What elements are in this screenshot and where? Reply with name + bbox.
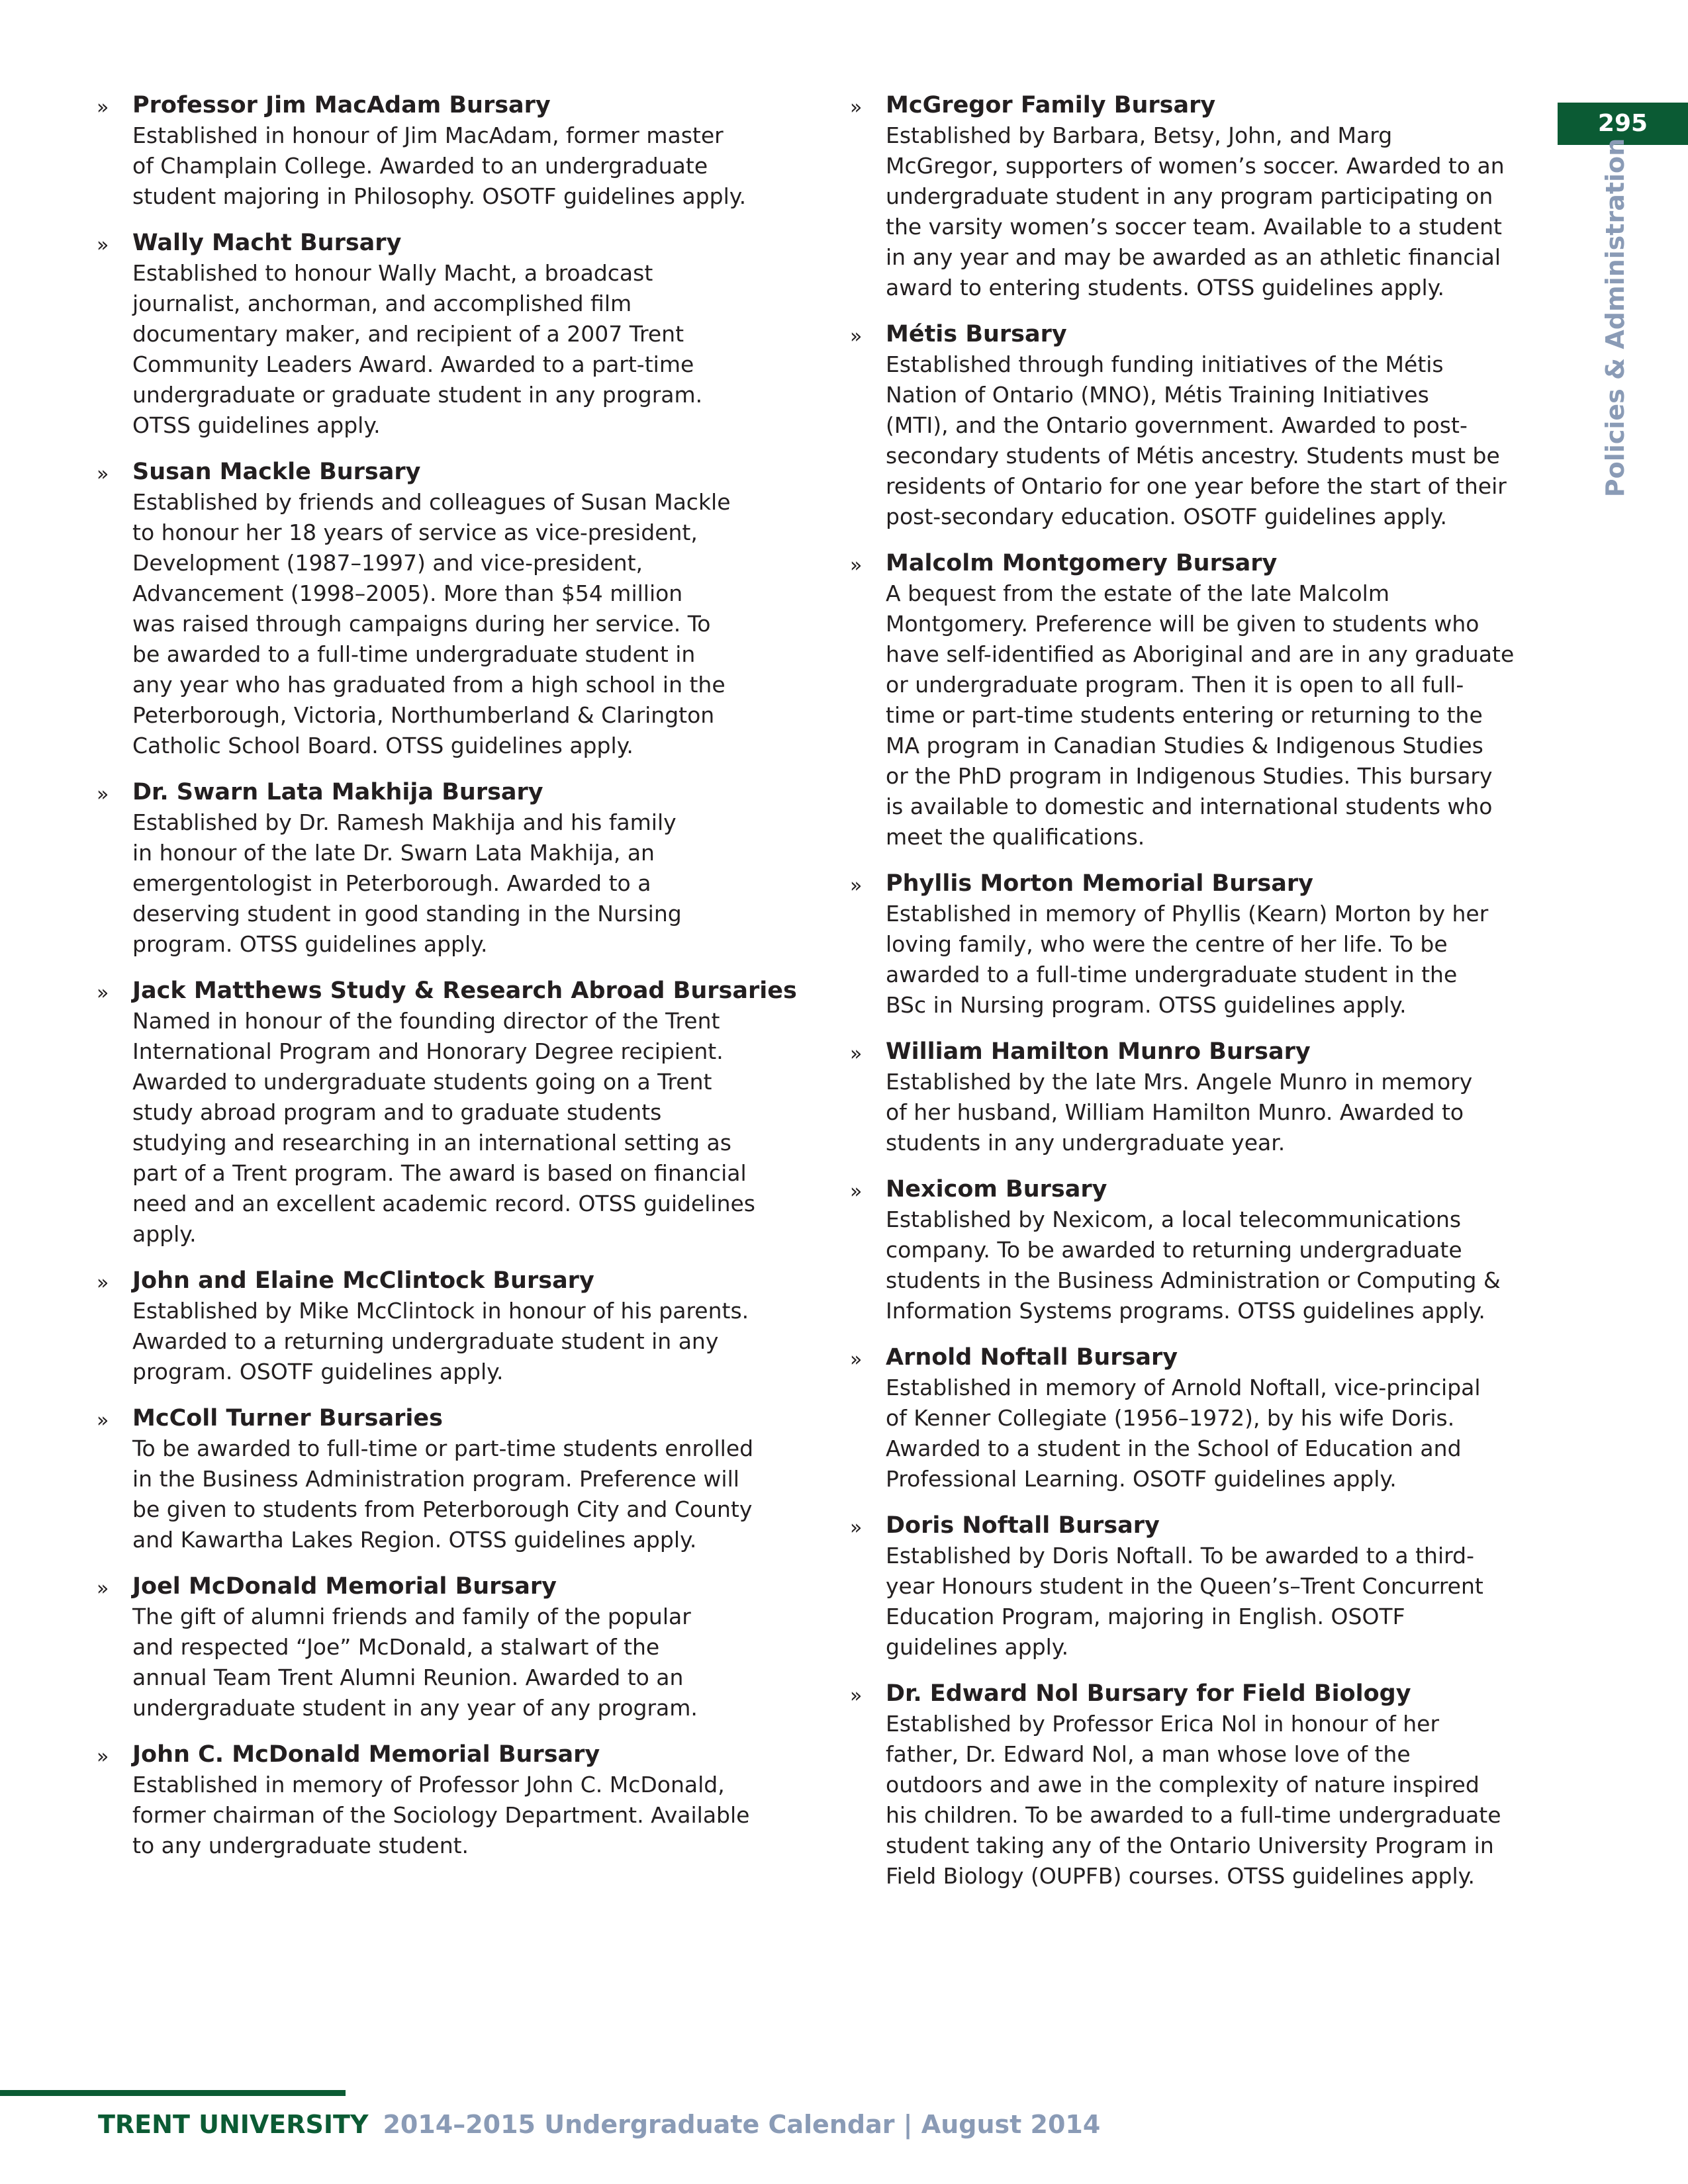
bullet-icon: »: [97, 1577, 109, 1600]
bullet-icon: »: [850, 1348, 863, 1371]
bursary-entry: [846, 1036, 1568, 1158]
bursary-description-line: secondary students of Métis ancestry. Students must be: [886, 443, 1500, 469]
bursary-description-line: Established by Mike McClintock in honour of his parents.: [132, 1298, 749, 1324]
bursary-description-line: MA program in Canadian Studies & Indigenous Studies: [886, 733, 1483, 758]
bursary-description-line: Awarded to a student in the School of Education and: [886, 1435, 1462, 1461]
bullet-icon: »: [850, 1516, 863, 1539]
bullet-icon: »: [97, 234, 109, 257]
bursary-description-line: Established in honour of Jim MacAdam, former master: [132, 122, 724, 148]
bursary-description-line: Established in memory of Phyllis (Kearn) Morton by her: [886, 901, 1489, 927]
bursary-description-line: Established by Nexicom, a local telecommunications: [886, 1206, 1462, 1232]
bullet-icon: »: [97, 1409, 109, 1432]
bursary-description-line: be given to students from Peterborough City and County: [132, 1496, 753, 1522]
bursary-description-line: of her husband, William Hamilton Munro. Awarded to: [886, 1099, 1464, 1125]
bursary-description-line: father, Dr. Edward Nol, a man whose love of the: [886, 1741, 1411, 1767]
bursary-entry: [93, 1739, 808, 1861]
bursary-description-line: annual Team Trent Alumni Reunion. Awarded to an: [132, 1664, 684, 1690]
bursary-description-line: post-secondary education. OSOTF guidelines apply.: [886, 504, 1448, 529]
bullet-icon: »: [97, 1271, 109, 1295]
bursary-title: Nexicom Bursary: [886, 1176, 1107, 1203]
footer: [98, 2110, 1100, 2139]
bursary-description-line: OTSS guidelines apply.: [132, 412, 381, 438]
bullet-icon: »: [97, 1745, 109, 1768]
bullet-icon: »: [850, 1042, 863, 1066]
bursary-entry: [93, 777, 808, 960]
bullet-icon: »: [850, 554, 863, 577]
footer-calendar: 2014–2015 Undergraduate Calendar | August 2014: [383, 2110, 1101, 2139]
bursary-title: McGregor Family Bursary: [886, 92, 1216, 118]
bursary-description-line: of Kenner Collegiate (1956–1972), by his wife Doris.: [886, 1405, 1455, 1431]
bursary-description-line: Catholic School Board. OTSS guidelines apply.: [132, 733, 633, 758]
bullet-icon: »: [97, 96, 109, 119]
bursary-description-line: residents of Ontario for one year before the start of their: [886, 473, 1507, 499]
bursary-entry: [846, 1678, 1568, 1891]
bursary-description-line: meet the qualifications.: [886, 824, 1145, 850]
bursary-entry: [846, 1174, 1568, 1326]
bullet-icon: »: [850, 1180, 863, 1203]
bursary-entry: [846, 90, 1568, 303]
bursary-description-line: students in the Business Administration or Computing &: [886, 1267, 1501, 1293]
bursary-description-line: A bequest from the estate of the late Malcolm: [886, 580, 1389, 606]
bursary-entry: [93, 1265, 808, 1387]
bursary-description-line: deserving student in good standing in the Nursing: [132, 901, 682, 927]
bursary-description-line: Professional Learning. OSOTF guidelines apply.: [886, 1466, 1397, 1492]
bursary-description-line: of Champlain College. Awarded to an undergraduate: [132, 153, 708, 179]
bursary-description-line: documentary maker, and recipient of a 2007 Trent: [132, 321, 684, 347]
bursary-description-line: Established by Barbara, Betsy, John, and Marg: [886, 122, 1393, 148]
bursary-description-line: Development (1987–1997) and vice-president,: [132, 550, 643, 576]
bursary-description-line: is available to domestic and international students who: [886, 794, 1493, 819]
bursary-description-line: Montgomery. Preference will be given to students who: [886, 611, 1479, 637]
bursary-description-line: Established by Professor Erica Nol in honour of her: [886, 1711, 1440, 1737]
bullet-icon: »: [850, 325, 863, 348]
bursary-entry: [846, 1510, 1568, 1662]
bursary-description-line: company. To be awarded to returning undergraduate: [886, 1237, 1462, 1263]
bursary-entry: [93, 1571, 808, 1723]
bursary-description-line: Advancement (1998–2005). More than $54 million: [132, 580, 683, 606]
bursary-description-line: Established in memory of Professor John C. McDonald,: [132, 1772, 725, 1797]
bursary-description-line: need and an excellent academic record. OTSS guidelines: [132, 1191, 755, 1216]
bursary-description-line: emergentologist in Peterborough. Awarded to a: [132, 870, 651, 896]
bursary-description-line: Information Systems programs. OTSS guidelines apply.: [886, 1298, 1485, 1324]
bursary-entry: [93, 457, 808, 761]
bursary-description-line: program. OSOTF guidelines apply.: [132, 1359, 504, 1385]
bursary-title: Joel McDonald Memorial Bursary: [132, 1573, 557, 1600]
bursary-description-line: to honour her 18 years of service as vice-president,: [132, 520, 698, 545]
section-tab: Policies & Administration: [1601, 138, 1630, 498]
bursary-description-line: Peterborough, Victoria, Northumberland & Clarington: [132, 702, 715, 728]
bursary-title: Susan Mackle Bursary: [132, 459, 421, 485]
bullet-icon: »: [97, 981, 109, 1005]
bursary-entry: [93, 90, 808, 212]
bursary-entry: [846, 868, 1568, 1021]
bullet-icon: »: [850, 1684, 863, 1707]
bursary-description-line: Community Leaders Award. Awarded to a part-time: [132, 351, 694, 377]
bursary-description-line: (MTI), and the Ontario government. Awarded to post-: [886, 412, 1468, 438]
bursary-title: Wally Macht Bursary: [132, 230, 402, 256]
bursary-description-line: undergraduate student in any program participating on: [886, 183, 1493, 209]
bursary-title: William Hamilton Munro Bursary: [886, 1038, 1311, 1065]
bursary-description-line: Established in memory of Arnold Noftall, vice-principal: [886, 1375, 1481, 1400]
bursary-description-line: be awarded to a full-time undergraduate student in: [132, 641, 696, 667]
bursary-description-line: and respected “Joe” McDonald, a stalwart of the: [132, 1634, 660, 1660]
bursary-description-line: study abroad program and to graduate students: [132, 1099, 662, 1125]
bursary-description-line: any year who has graduated from a high school in the: [132, 672, 726, 698]
bursary-title: Dr. Swarn Lata Makhija Bursary: [132, 779, 543, 805]
bursary-description-line: undergraduate student in any year of any program.: [132, 1695, 698, 1721]
bursary-description-line: Established by Doris Noftall. To be awarded to a third-: [886, 1543, 1474, 1569]
right-column: [846, 90, 1568, 1907]
bursary-entry: [846, 319, 1568, 532]
bursary-description-line: or undergraduate program. Then it is open to all full-: [886, 672, 1464, 698]
bursary-description-line: the varsity women’s soccer team. Available to a student: [886, 214, 1502, 240]
bursary-description-line: undergraduate or graduate student in any program.: [132, 382, 703, 408]
bursary-description-line: was raised through campaigns during her service. To: [132, 611, 711, 637]
bursary-title: Dr. Edward Nol Bursary for Field Biology: [886, 1680, 1411, 1707]
bursary-description-line: apply.: [132, 1221, 197, 1247]
bursary-description-line: to any undergraduate student.: [132, 1833, 469, 1858]
bursary-title: Phyllis Morton Memorial Bursary: [886, 870, 1313, 897]
page-number: 295: [1558, 103, 1688, 145]
bursary-description-line: his children. To be awarded to a full-time undergraduate: [886, 1802, 1501, 1828]
bursary-description-line: Named in honour of the founding director of the Trent: [132, 1008, 720, 1034]
bursary-description-line: Awarded to a returning undergraduate student in any: [132, 1328, 719, 1354]
bursary-description-line: studying and researching in an international setting as: [132, 1130, 731, 1156]
bursary-description-line: loving family, who were the centre of her life. To be: [886, 931, 1448, 957]
bursary-description-line: in honour of the late Dr. Swarn Lata Makhija, an: [132, 840, 655, 866]
bursary-description-line: have self-identified as Aboriginal and are in any graduate: [886, 641, 1515, 667]
bursary-title: Professor Jim MacAdam Bursary: [132, 92, 551, 118]
bursary-title: Malcolm Montgomery Bursary: [886, 550, 1278, 576]
bursary-description-line: former chairman of the Sociology Department. Available: [132, 1802, 750, 1828]
bursary-title: McColl Turner Bursaries: [132, 1405, 443, 1432]
bursary-description-line: student taking any of the Ontario University Program in: [886, 1833, 1494, 1858]
bursary-description-line: year Honours student in the Queen’s–Trent Concurrent: [886, 1573, 1483, 1599]
bursary-description-line: time or part-time students entering or returning to the: [886, 702, 1483, 728]
bursary-description-line: student majoring in Philosophy. OSOTF guidelines apply.: [132, 183, 747, 209]
bursary-description-line: in any year and may be awarded as an athletic financial: [886, 244, 1501, 270]
bursary-description-line: and Kawartha Lakes Region. OTSS guidelines apply.: [132, 1527, 697, 1553]
bursary-title: Doris Noftall Bursary: [886, 1512, 1160, 1539]
bullet-icon: »: [97, 783, 109, 806]
bursary-description-line: in the Business Administration program. Preference will: [132, 1466, 739, 1492]
bursary-description-line: outdoors and awe in the complexity of nature inspired: [886, 1772, 1479, 1797]
bursary-description-line: journalist, anchorman, and accomplished film: [132, 291, 632, 316]
bursary-entry: [93, 976, 808, 1250]
bursary-description-line: award to entering students. OTSS guidelines apply.: [886, 275, 1444, 300]
bursary-title: Jack Matthews Study & Research Abroad Bursaries: [132, 978, 797, 1004]
bullet-icon: »: [97, 463, 109, 486]
bursary-title: John and Elaine McClintock Bursary: [132, 1267, 594, 1294]
bursary-description-line: guidelines apply.: [886, 1634, 1069, 1660]
bursary-description-line: Nation of Ontario (MNO), Métis Training Initiatives: [886, 382, 1429, 408]
bursary-description-line: students in any undergraduate year.: [886, 1130, 1286, 1156]
bursary-description-line: awarded to a full-time undergraduate student in the: [886, 962, 1458, 987]
bursary-description-line: To be awarded to full-time or part-time students enrolled: [132, 1435, 754, 1461]
bursary-description-line: BSc in Nursing program. OTSS guidelines apply.: [886, 992, 1407, 1018]
bursary-description-line: or the PhD program in Indigenous Studies. This bursary: [886, 763, 1493, 789]
bursary-description-line: Established by friends and colleagues of Susan Mackle: [132, 489, 731, 515]
footer-university: TRENT UNIVERSITY: [98, 2110, 369, 2139]
bursary-description-line: program. OTSS guidelines apply.: [132, 931, 488, 957]
bursary-description-line: Field Biology (OUPFB) courses. OTSS guidelines apply.: [886, 1863, 1475, 1889]
bursary-description-line: The gift of alumni friends and family of the popular: [132, 1604, 691, 1629]
bullet-icon: »: [850, 96, 863, 119]
bursary-description-line: Established by the late Mrs. Angele Munro in memory: [886, 1069, 1473, 1095]
bursary-description-line: Established through funding initiatives of the Métis: [886, 351, 1444, 377]
bursary-title: Arnold Noftall Bursary: [886, 1344, 1178, 1371]
left-column: [93, 90, 808, 1877]
bursary-description-line: International Program and Honorary Degree recipient.: [132, 1038, 724, 1064]
bursary-description-line: Established to honour Wally Macht, a broadcast: [132, 260, 653, 286]
bursary-description-line: Awarded to undergraduate students going on a Trent: [132, 1069, 712, 1095]
bursary-title: Métis Bursary: [886, 321, 1067, 347]
bursary-description-line: Established by Dr. Ramesh Makhija and his family: [132, 809, 677, 835]
bullet-icon: »: [850, 874, 863, 897]
bursary-entry: [93, 228, 808, 441]
bursary-entry: [93, 1403, 808, 1555]
bursary-entry: [846, 548, 1568, 852]
bursary-title: John C. McDonald Memorial Bursary: [132, 1741, 600, 1768]
bursary-description-line: McGregor, supporters of women’s soccer. Awarded to an: [886, 153, 1505, 179]
bursary-description-line: part of a Trent program. The award is based on financial: [132, 1160, 747, 1186]
bursary-entry: [846, 1342, 1568, 1494]
footer-rule: [0, 2090, 346, 2096]
bursary-description-line: Education Program, majoring in English. OSOTF: [886, 1604, 1405, 1629]
